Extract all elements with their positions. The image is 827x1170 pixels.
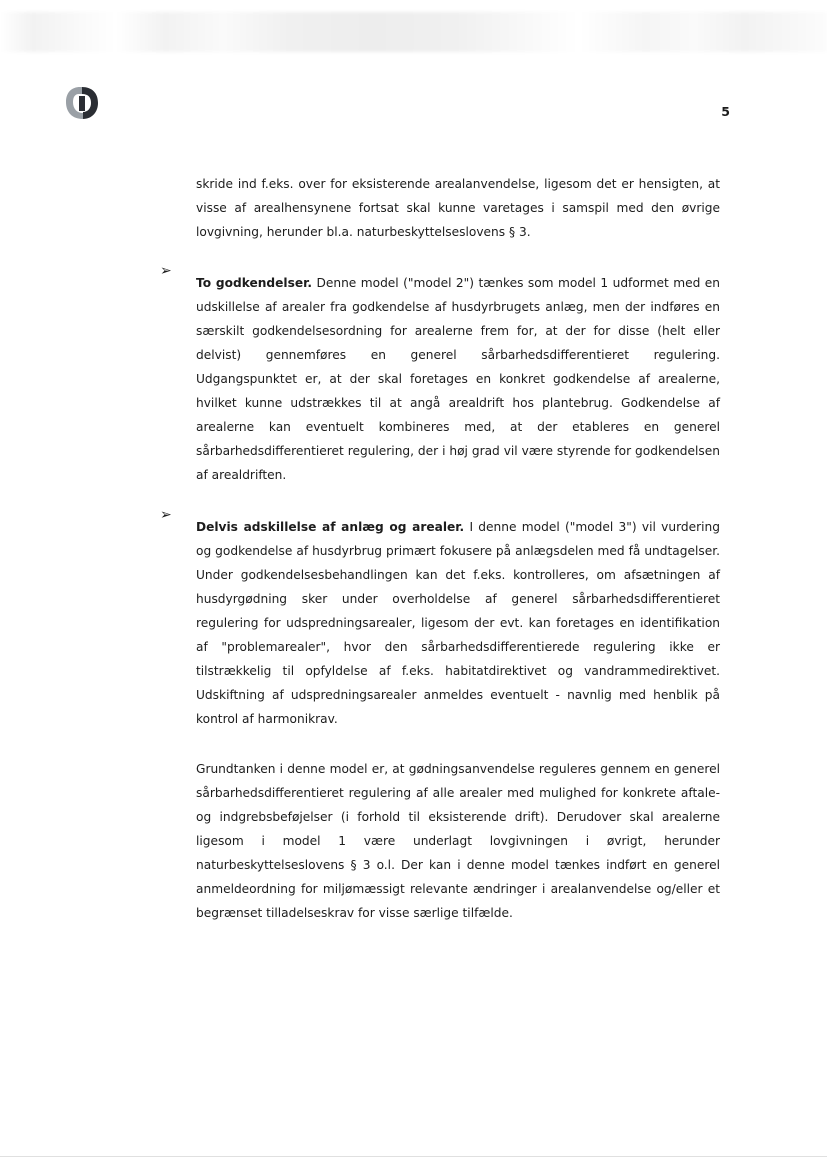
model2-heading: To godkendelser. bbox=[196, 276, 313, 291]
scan-footer-artifact bbox=[0, 1156, 827, 1157]
organization-logo-icon bbox=[60, 82, 104, 122]
model3-heading: Delvis adskillelse af anlæg og arealer. bbox=[196, 520, 465, 535]
model3-text: I denne model ("model 3") vil vurdering og godkendelse af husdyrbrug primært fokusere på anlægsdelen med få undtagelser. Under godkendelsesbehandlingen kan det f.eks. kontrolleres, om afsætningen af husdyrgødning sker under overholdelse af generel sårbarhedsdifferentieret regulering for udspredningsarealer, ligesom der evt. kan foretages en identifikation af "problemarealer", hvor den sårbarhedsdifferentierede regulering ikke er tilstrækkelig til opfyldelse af f.eks. habitatdirektivet og vandrammedirektivet. Udskiftning af udspredningsarealer anmeldes eventuelt - navnlig med henblik på kontrol af harmonikrav. bbox=[196, 520, 720, 727]
model3-paragraph bbox=[196, 515, 720, 731]
arrow-bullet-icon: ➢ bbox=[160, 263, 172, 279]
model2-paragraph bbox=[196, 271, 720, 487]
closing-paragraph: Grundtanken i denne model er, at gødningsanvendelse reguleres gennem en generel sårbarhedsdifferentieret regulering af alle arealer med mulighed for konkrete aftale- og indgrebsbeføjelser (i forhold til eksisterende drift). Derudover skal arealerne ligesom i model 1 være underlagt lovgivningen i øvrigt, herunder naturbeskyttelseslovens § 3 o.l. Der kan i denne model tænkes indført en generel anmeldeordning for miljømæssigt relevante ændringer i arealanvendelse og/eller et begrænset tilladelseskrav for visse særlige tilfælde. bbox=[196, 762, 720, 921]
scan-header-artifact bbox=[0, 12, 827, 52]
model2-text: Denne model ("model 2") tænkes som model 1 udformet med en udskillelse af arealer fra godkendelse af husdyrbrugets anlæg, men der indføres en særskilt godkendelsesordning for arealerne frem for, at der for disse (helt eller delvist) gennemføres en generel sårbarhedsdifferentieret regulering. Udgangspunktet er, at der skal foretages en konkret godkendelse af arealerne, hvilket kunne udstrækkes til at angå arealdrift hos plantebrug. Godkendelse af arealerne kan eventuelt kombineres med, at der etableres en generel sårbarhedsdifferentieret regulering, der i høj grad vil være styrende for godkendelsen af arealdriften. bbox=[196, 276, 720, 483]
intro-paragraph: skride ind f.eks. over for eksisterende arealanvendelse, ligesom det er hensigten, at visse af arealhensynene fortsat skal kunne varetages i samspil med den øvrige lovgivning, herunder bl.a. naturbeskyttelseslovens § 3. bbox=[196, 177, 720, 240]
arrow-bullet-icon: ➢ bbox=[160, 507, 172, 523]
page-number: 5 bbox=[721, 104, 730, 119]
